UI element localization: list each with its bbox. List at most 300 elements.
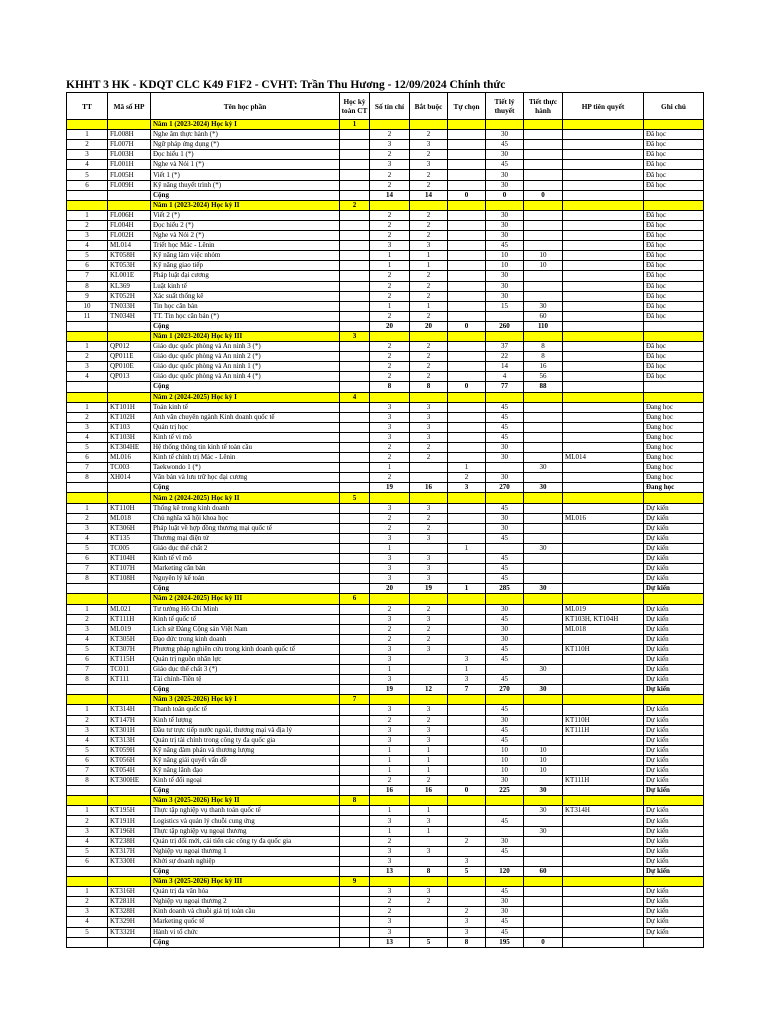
empty-cell [410,877,448,887]
course-code: KT147H [108,715,151,725]
study-plan-table [66,92,704,948]
table-row [67,432,704,442]
empty-cell [448,493,486,503]
semester-cell [340,422,370,432]
elective-cell [448,574,486,584]
course-name: Thực tập nghiệp vụ ngoại thương [151,826,340,836]
course-name: Kinh tế vĩ mô [151,554,340,564]
note-cell: Dự kiến [644,654,704,664]
elective-cell [448,846,486,856]
credits-cell: 2 [370,443,410,453]
practice-hours-cell [524,735,563,745]
required-cell: 3 [410,140,448,150]
note-cell: Dự kiến [644,816,704,826]
empty-cell [340,937,370,947]
credits-cell: 3 [370,614,410,624]
required-cell: 2 [410,271,448,281]
semester-number: 1 [340,120,370,130]
practice-hours-cell [524,503,563,513]
row-number: 4 [67,372,108,382]
credits-cell: 3 [370,402,410,412]
required-cell: 1 [410,806,448,816]
total-practice-hours: 0 [524,937,563,947]
theory-hours-cell: 45 [486,412,524,422]
semester-cell [340,372,370,382]
semester-label: Năm 1 (2023-2024) Học kỳ II [151,200,340,210]
empty-cell [563,584,644,594]
required-cell: 2 [410,604,448,614]
total-row [67,382,704,392]
table-row [67,927,704,937]
course-name: Nghe và Nói 2 (*) [151,231,340,241]
empty-cell [108,796,151,806]
required-cell: 1 [410,261,448,271]
total-theory-hours: 270 [486,483,524,493]
course-code: FL003H [108,150,151,160]
elective-cell [448,291,486,301]
required-cell: 2 [410,362,448,372]
prerequisite-cell [563,927,644,937]
elective-cell: 2 [448,473,486,483]
row-number: 1 [67,402,108,412]
empty-cell [644,331,704,341]
total-required: 19 [410,584,448,594]
semester-label: Năm 2 (2024-2025) Học kỳ III [151,594,340,604]
elective-cell [448,301,486,311]
course-code: KT059H [108,745,151,755]
credits-cell: 1 [370,251,410,261]
empty-cell [67,594,108,604]
total-required: 8 [410,382,448,392]
course-code: KL369 [108,281,151,291]
required-cell: 1 [410,251,448,261]
semester-cell [340,271,370,281]
practice-hours-cell [524,210,563,220]
credits-cell: 2 [370,170,410,180]
prerequisite-cell [563,654,644,664]
required-cell: 1 [410,301,448,311]
empty-cell [563,331,644,341]
elective-cell [448,453,486,463]
table-row [67,665,704,675]
empty-cell [563,190,644,200]
prerequisite-cell: KT103H, KT104H [563,614,644,624]
note-cell: Đã học [644,160,704,170]
credits-cell: 2 [370,352,410,362]
credits-cell: 1 [370,755,410,765]
prerequisite-cell [563,846,644,856]
row-number: 6 [67,654,108,664]
prerequisite-cell [563,372,644,382]
credits-cell: 3 [370,644,410,654]
empty-cell [108,331,151,341]
total-row [67,866,704,876]
total-note: Dự kiến [644,786,704,796]
empty-cell [486,120,524,130]
row-number: 3 [67,907,108,917]
empty-cell [410,392,448,402]
empty-cell [67,331,108,341]
course-code: KT107H [108,564,151,574]
total-elective: 3 [448,483,486,493]
empty-cell [108,120,151,130]
header-semester: Học kỳ toàn CT [340,93,370,120]
row-number: 1 [67,887,108,897]
empty-cell [370,877,410,887]
credits-cell: 3 [370,856,410,866]
practice-hours-cell [524,725,563,735]
credits-cell: 3 [370,241,410,251]
row-number: 2 [67,140,108,150]
note-cell: Đã học [644,372,704,382]
course-name: Đọc hiểu 2 (*) [151,220,340,230]
required-cell: 3 [410,432,448,442]
table-row [67,806,704,816]
course-name: Kỹ năng đàm phán và thương lượng [151,745,340,755]
elective-cell [448,412,486,422]
required-cell: 1 [410,766,448,776]
row-number: 2 [67,715,108,725]
theory-hours-cell: 30 [486,624,524,634]
table-row [67,473,704,483]
semester-cell [340,745,370,755]
required-cell: 3 [410,402,448,412]
semester-cell [340,917,370,927]
practice-hours-cell: 30 [524,806,563,816]
note-cell: Dự kiến [644,897,704,907]
course-code: ML019 [108,624,151,634]
header-note: Ghi chú [644,93,704,120]
semester-label: Năm 2 (2024-2025) Học kỳ I [151,392,340,402]
course-code: KL001E [108,271,151,281]
elective-cell [448,372,486,382]
course-name: Quản trị nguồn nhân lực [151,654,340,664]
row-number: 8 [67,675,108,685]
practice-hours-cell [524,554,563,564]
prerequisite-cell [563,432,644,442]
empty-cell [563,594,644,604]
empty-cell [410,796,448,806]
course-name: Luật kinh tế [151,281,340,291]
header-prerequisite: HP tiên quyết [563,93,644,120]
course-name: Tài chính-Tiền tệ [151,675,340,685]
credits-cell: 2 [370,291,410,301]
empty-cell [67,786,108,796]
course-name: Marketing căn bản [151,564,340,574]
credits-cell: 2 [370,513,410,523]
empty-cell [563,685,644,695]
prerequisite-cell [563,352,644,362]
course-code: KT330H [108,856,151,866]
semester-cell [340,503,370,513]
prerequisite-cell [563,503,644,513]
elective-cell [448,806,486,816]
course-name: Kỹ năng giao tiếp [151,261,340,271]
semester-cell [340,735,370,745]
course-code: ML016 [108,453,151,463]
theory-hours-cell: 45 [486,422,524,432]
empty-cell [108,321,151,331]
note-cell: Đã học [644,271,704,281]
elective-cell [448,402,486,412]
prerequisite-cell [563,422,644,432]
prerequisite-cell [563,291,644,301]
credits-cell: 3 [370,654,410,664]
theory-hours-cell: 10 [486,745,524,755]
empty-cell [67,190,108,200]
total-practice-hours: 0 [524,190,563,200]
elective-cell [448,281,486,291]
course-code: KT195H [108,806,151,816]
required-cell: 2 [410,443,448,453]
theory-hours-cell: 30 [486,231,524,241]
note-cell: Dự kiến [644,644,704,654]
credits-cell: 2 [370,473,410,483]
row-number: 4 [67,735,108,745]
semester-cell [340,846,370,856]
practice-hours-cell [524,564,563,574]
empty-cell [448,796,486,806]
practice-hours-cell [524,443,563,453]
elective-cell [448,170,486,180]
table-row [67,220,704,230]
note-cell: Đã học [644,231,704,241]
empty-cell [67,685,108,695]
total-theory-hours: 270 [486,685,524,695]
required-cell: 3 [410,816,448,826]
prerequisite-cell [563,543,644,553]
note-cell: Dự kiến [644,826,704,836]
theory-hours-cell [486,463,524,473]
prerequisite-cell [563,210,644,220]
table-row [67,826,704,836]
total-credits: 16 [370,786,410,796]
theory-hours-cell: 30 [486,513,524,523]
empty-cell [67,120,108,130]
credits-cell: 3 [370,675,410,685]
theory-hours-cell [486,826,524,836]
required-cell: 1 [410,745,448,755]
elective-cell [448,261,486,271]
total-label: Cộng [151,685,340,695]
empty-cell [486,877,524,887]
row-number: 6 [67,755,108,765]
prerequisite-cell [563,907,644,917]
course-name: Thống kê trong kinh doanh [151,503,340,513]
empty-cell [67,321,108,331]
practice-hours-cell [524,523,563,533]
practice-hours-cell [524,150,563,160]
credits-cell: 1 [370,301,410,311]
prerequisite-cell [563,887,644,897]
theory-hours-cell: 45 [486,554,524,564]
note-cell: Dự kiến [644,634,704,644]
note-cell: Dự kiến [644,846,704,856]
total-practice-hours: 30 [524,786,563,796]
empty-cell [108,866,151,876]
table-row [67,574,704,584]
practice-hours-cell [524,836,563,846]
credits-cell: 3 [370,725,410,735]
practice-hours-cell [524,291,563,301]
semester-number: 7 [340,695,370,705]
course-name: Viết 2 (*) [151,210,340,220]
required-cell: 3 [410,160,448,170]
prerequisite-cell [563,180,644,190]
prerequisite-cell [563,342,644,352]
course-code: KT102H [108,412,151,422]
empty-cell [370,796,410,806]
semester-cell [340,362,370,372]
semester-label: Năm 3 (2025-2026) Học kỳ II [151,796,340,806]
theory-hours-cell: 30 [486,170,524,180]
course-code: KT328H [108,907,151,917]
practice-hours-cell [524,856,563,866]
theory-hours-cell: 30 [486,897,524,907]
theory-hours-cell: 30 [486,150,524,160]
required-cell: 3 [410,735,448,745]
row-number: 7 [67,564,108,574]
semester-header-row [67,695,704,705]
prerequisite-cell [563,574,644,584]
credits-cell: 3 [370,846,410,856]
practice-hours-cell: 30 [524,826,563,836]
required-cell: 2 [410,170,448,180]
empty-cell [563,786,644,796]
required-cell [410,473,448,483]
table-row [67,130,704,140]
total-row [67,483,704,493]
empty-cell [67,483,108,493]
theory-hours-cell: 10 [486,766,524,776]
empty-cell [410,331,448,341]
practice-hours-cell [524,776,563,786]
theory-hours-cell: 4 [486,372,524,382]
practice-hours-cell: 30 [524,463,563,473]
course-name: Giáo dục quốc phòng và An ninh 2 (*) [151,352,340,362]
prerequisite-cell: KT110H [563,715,644,725]
header-required: Bắt buộc [410,93,448,120]
note-cell: Dự kiến [644,513,704,523]
table-row [67,604,704,614]
table-row [67,443,704,453]
total-note: Đang học [644,483,704,493]
practice-hours-cell [524,927,563,937]
empty-cell [67,796,108,806]
credits-cell: 2 [370,776,410,786]
practice-hours-cell [524,453,563,463]
practice-hours-cell [524,574,563,584]
practice-hours-cell [524,473,563,483]
note-cell: Đã học [644,210,704,220]
prerequisite-cell [563,281,644,291]
credits-cell: 2 [370,150,410,160]
credits-cell: 2 [370,180,410,190]
empty-cell [370,200,410,210]
theory-hours-cell: 30 [486,443,524,453]
row-number: 10 [67,301,108,311]
semester-cell [340,836,370,846]
theory-hours-cell: 30 [486,836,524,846]
empty-cell [448,695,486,705]
course-name: Giáo dục quốc phòng và An ninh 4 (*) [151,372,340,382]
row-number: 2 [67,816,108,826]
semester-number: 8 [340,796,370,806]
row-number: 4 [67,917,108,927]
row-number: 2 [67,897,108,907]
credits-cell: 1 [370,826,410,836]
credits-cell: 3 [370,160,410,170]
required-cell: 2 [410,220,448,230]
practice-hours-cell [524,887,563,897]
course-name: Giáo dục thể chất 3 (*) [151,665,340,675]
total-theory-hours: 225 [486,786,524,796]
empty-cell [644,877,704,887]
note-cell: Dự kiến [644,856,704,866]
prerequisite-cell: KT314H [563,806,644,816]
elective-cell [448,755,486,765]
row-number: 5 [67,443,108,453]
semester-cell [340,301,370,311]
required-cell: 3 [410,503,448,513]
empty-cell [67,200,108,210]
table-row [67,513,704,523]
note-cell: Đã học [644,130,704,140]
empty-cell [563,321,644,331]
elective-cell: 1 [448,665,486,675]
total-required: 14 [410,190,448,200]
practice-hours-cell [524,604,563,614]
total-required: 16 [410,483,448,493]
row-number: 2 [67,352,108,362]
row-number: 2 [67,412,108,422]
course-name: Tư tưởng Hồ Chí Minh [151,604,340,614]
row-number: 7 [67,766,108,776]
practice-hours-cell [524,513,563,523]
course-code: KT238H [108,836,151,846]
practice-hours-cell [524,402,563,412]
practice-hours-cell [524,432,563,442]
prerequisite-cell [563,766,644,776]
note-cell: Đã học [644,281,704,291]
elective-cell [448,311,486,321]
elective-cell [448,826,486,836]
credits-cell: 2 [370,453,410,463]
total-row [67,685,704,695]
prerequisite-cell [563,564,644,574]
row-number: 7 [67,271,108,281]
note-cell: Đã học [644,301,704,311]
course-name: Quản trị đa văn hóa [151,887,340,897]
prerequisite-cell [563,473,644,483]
elective-cell [448,523,486,533]
elective-cell [448,241,486,251]
prerequisite-cell [563,160,644,170]
elective-cell [448,715,486,725]
theory-hours-cell: 30 [486,907,524,917]
semester-cell [340,180,370,190]
prerequisite-cell: ML019 [563,604,644,614]
empty-cell [108,685,151,695]
semester-label: Năm 1 (2023-2024) Học kỳ I [151,120,340,130]
total-practice-hours: 30 [524,685,563,695]
semester-cell [340,614,370,624]
empty-cell [524,877,563,887]
table-row [67,241,704,251]
total-note [644,190,704,200]
course-code: KT332H [108,927,151,937]
empty-cell [448,331,486,341]
